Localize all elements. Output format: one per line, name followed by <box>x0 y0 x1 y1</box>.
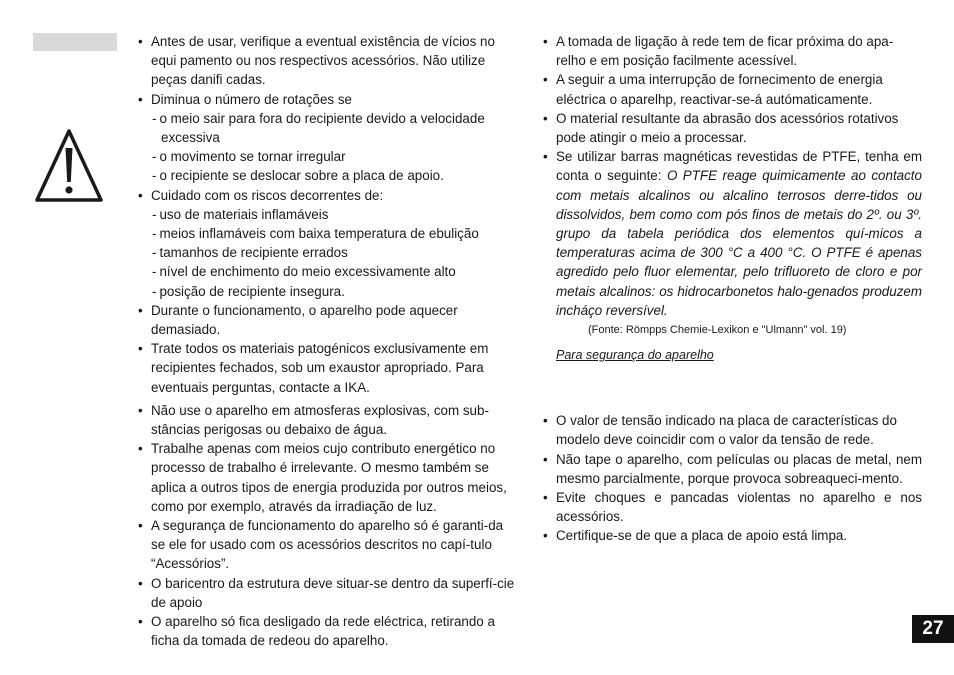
list-item: • Cuidado com os riscos decorrentes de: <box>137 186 517 205</box>
list-item: • Diminua o número de rotações se <box>137 90 517 109</box>
list-item: • A segurança de funcionamento do aparelho só é garanti-da se ele for usado com os acessórios descritos no capí-tulo “Acessórios”. <box>137 516 517 574</box>
sub-item: - posição de recipiente insegura. <box>152 283 345 299</box>
right-column <box>542 32 922 546</box>
sub-item: - nível de enchimento do meio excessivamente alto <box>152 264 456 280</box>
left-column <box>137 32 517 651</box>
list-item: • O baricentro da estrutura deve situar-se dentro da superfí-cie de apoio <box>137 574 517 612</box>
list-item: • Trabalhe apenas com meios cujo contributo energético no processo de trabalho é irrelevante. O mesmo também se aplica a outros tipos de energia produzida por outros meios, como por exemplo, através da irradiação de luz. <box>137 439 517 516</box>
sub-item: - o movimento se tornar irregular <box>152 149 346 165</box>
page-number: 27 <box>912 615 954 643</box>
sub-item: - uso de materiais inflamáveis <box>152 206 329 222</box>
list-item: • Não use o aparelho em atmosferas explosivas, com sub-stâncias perigosas ou debaixo de água. <box>137 401 517 439</box>
list-item: • O material resultante da abrasão dos acessórios rotativos pode atingir o meio a processar. <box>542 109 922 147</box>
list-item: • Antes de usar, verifique a eventual existência de vícios no equi pamento ou nos respectivos acessórios. Não utilize peças danifi cadas. <box>137 32 517 90</box>
sub-item: - tamanhos de recipiente errados <box>152 245 348 261</box>
sub-item-continuation: excessiva <box>161 130 220 146</box>
list-item-ptfe: • Se utilizar barras magnéticas revestidas de PTFE, tenha em conta o seguinte: O PTFE reage quimicamente ao contacto com metais alcalinos ou alcalino terrosos derre-tidos ou dissolvidos, bem como com pós finos de metais do 2º. ou 3º. grupo da tabela periódica dos elementos quí-micos a temperaturas acima de 300 °C a 400 °C. O PTFE é apenas agredido pelo fluor elementar, pelo trifluoreto de cloro e por metais alcalinos: os hidrocarbonetos halo-genados produzem incháço reversível. <box>542 147 922 320</box>
list-item: • O aparelho só fica desligado da rede eléctrica, retirando a ficha da tomada de redeou do aparelho. <box>137 612 517 650</box>
list-item: • O valor de tensão indicado na placa de características do modelo deve coincidir com o valor da tensão de rede. <box>542 411 922 449</box>
warning-triangle-icon <box>34 128 104 204</box>
list-item: • A tomada de ligação à rede tem de ficar próxima do apa-relho e em posição facilmente acessível. <box>542 32 922 70</box>
list-item: • Durante o funcionamento, o aparelho pode aquecer demasiado. <box>137 301 517 339</box>
list-item: • A seguir a uma interrupção de fornecimento de energia eléctrica o aparelhp, reactivar-se-á autómaticamente. <box>542 70 922 108</box>
ptfe-warning-text: O PTFE reage quimicamente ao contacto com metais alcalinos ou alcalino terrosos derre-tidos ou dissolvidos, bem como com pós finos de metais do 2º. ou 3º. grupo da tabela periódica dos elementos quí-micos a temperaturas acima de 300 °C a 400 °C. O PTFE é apenas agredido pelo fluor elementar, pelo trifluoreto de cloro e por metais alcalinos: os hidrocarbonetos halo-genados produzem incháço reversível. <box>556 168 922 318</box>
list-item: • Trate todos os materiais patogénicos exclusivamente em recipientes fechados, sob um exaustor apropriado. Para eventuais perguntas, contacte a IKA. <box>137 339 517 397</box>
list-item: • Evite choques e pancadas violentas no aparelho e nos acessórios. <box>542 488 922 526</box>
list-item: • Certifique-se de que a placa de apoio está limpa. <box>542 526 922 545</box>
sub-item: - meios inflamáveis com baixa temperatura de ebulição <box>152 226 479 242</box>
sub-item: - o meio sair para fora do recipiente devido a velocidade <box>152 110 485 126</box>
sub-item: - o recipiente se deslocar sobre a placa de apoio. <box>152 168 444 184</box>
section-heading-device-safety: Para segurança do aparelho <box>556 348 714 363</box>
source-citation: (Fonte: Römpps Chemie-Lexikon e "Ulmann" vol. 19) <box>588 324 847 337</box>
section-marker-bar <box>33 33 117 51</box>
list-item: • Não tape o aparelho, com películas ou placas de metal, nem mesmo parcialmente, porque provoca sobreaqueci-mento. <box>542 450 922 488</box>
